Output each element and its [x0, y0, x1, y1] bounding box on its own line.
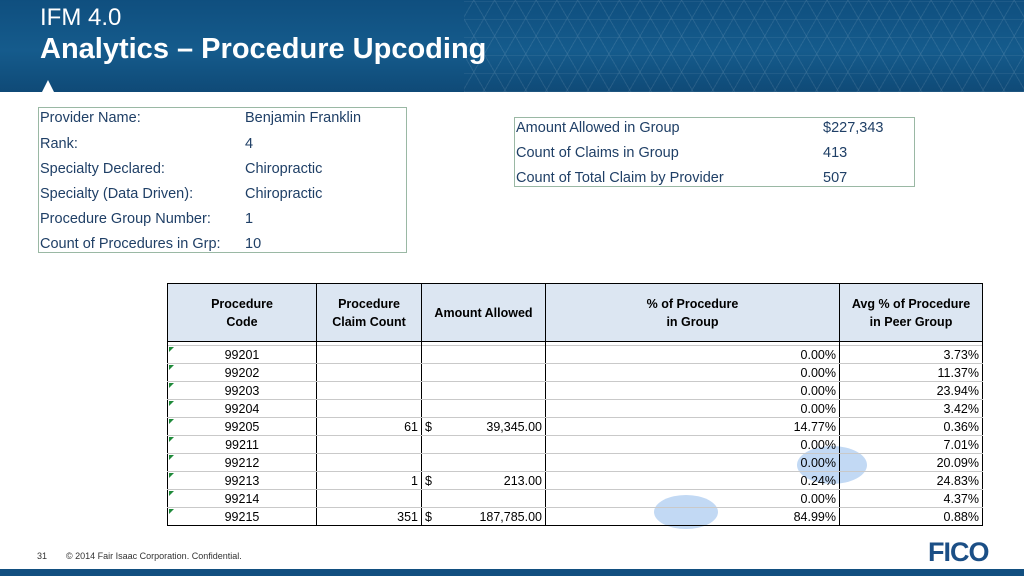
- slide-supertitle: IFM 4.0: [40, 4, 122, 31]
- procedure-code: 99201: [224, 347, 260, 362]
- cell-pct-group: 0.00%: [546, 346, 840, 364]
- copyright-text: © 2014 Fair Isaac Corporation. Confidential.: [66, 551, 242, 561]
- procedure-code: 99213: [224, 473, 260, 488]
- table-row: [168, 400, 983, 418]
- procedure-code: 99215: [224, 509, 260, 524]
- cell-amount-allowed: [422, 508, 546, 526]
- cell-avg-peer: 0.36%: [840, 418, 983, 436]
- cell-pct-group: 0.00%: [546, 400, 840, 418]
- cell-procedure-code: [168, 382, 317, 400]
- info-value: 1: [245, 211, 254, 227]
- info-label: Count of Procedures in Grp:: [40, 236, 221, 252]
- group-summary-box: [514, 117, 915, 187]
- cell-claim-count: 351: [317, 508, 422, 526]
- info-label: Specialty Declared:: [40, 161, 165, 177]
- cell-pct-group: 0.24%: [546, 472, 840, 490]
- cell-pct-group: 84.99%: [546, 508, 840, 526]
- corner-marker-icon: [169, 491, 174, 496]
- info-label: Procedure Group Number:: [40, 211, 211, 227]
- summary-value: 413: [823, 145, 848, 161]
- amount-value: 213.00: [503, 473, 542, 488]
- cell-avg-peer: 24.83%: [840, 472, 983, 490]
- table-row: [168, 418, 983, 436]
- cell-procedure-code: [168, 508, 317, 526]
- table-header-row: [168, 284, 983, 342]
- info-value: Chiropractic: [245, 186, 323, 202]
- currency-symbol: $: [425, 473, 432, 488]
- procedure-code: 99202: [224, 365, 260, 380]
- cell-pct-group: 0.00%: [546, 436, 840, 454]
- amount-value: 187,785.00: [479, 509, 542, 524]
- currency-symbol: $: [425, 509, 432, 524]
- cell-claim-count: [317, 346, 422, 364]
- cell-pct-group: 14.77%: [546, 418, 840, 436]
- procedure-code: 99205: [224, 419, 260, 434]
- cell-pct-group: 0.00%: [546, 454, 840, 472]
- cell-claim-count: [317, 364, 422, 382]
- corner-marker-icon: [169, 455, 174, 460]
- cell-amount-allowed: [422, 472, 546, 490]
- cell-amount-allowed: [422, 346, 546, 364]
- cell-amount-allowed: [422, 364, 546, 382]
- cell-procedure-code: [168, 472, 317, 490]
- corner-marker-icon: [169, 509, 174, 514]
- fico-logo: FICO: [928, 537, 989, 567]
- corner-marker-icon: [169, 401, 174, 406]
- cell-claim-count: [317, 436, 422, 454]
- procedure-table: [167, 283, 983, 526]
- cell-claim-count: [317, 454, 422, 472]
- cell-avg-peer: 3.42%: [840, 400, 983, 418]
- cell-pct-group: 0.00%: [546, 364, 840, 382]
- header-avg-peer: Avg % of Procedure in Peer Group: [840, 284, 983, 342]
- procedure-code: 99212: [224, 455, 260, 470]
- cell-amount-allowed: [422, 400, 546, 418]
- cell-claim-count: [317, 490, 422, 508]
- corner-marker-icon: [169, 365, 174, 370]
- header-amount-allowed: Amount Allowed: [422, 284, 546, 342]
- cell-claim-count: 1: [317, 472, 422, 490]
- procedure-code: 99211: [225, 437, 259, 452]
- info-label: Rank:: [40, 136, 78, 152]
- cell-avg-peer: 20.09%: [840, 454, 983, 472]
- cell-amount-allowed: [422, 454, 546, 472]
- triangle-icon: [42, 80, 54, 92]
- procedure-code: 99203: [224, 383, 260, 398]
- cell-claim-count: [317, 382, 422, 400]
- cell-avg-peer: 7.01%: [840, 436, 983, 454]
- summary-label: Amount Allowed in Group: [516, 120, 680, 136]
- cell-avg-peer: 3.73%: [840, 346, 983, 364]
- cell-avg-peer: 11.37%: [840, 364, 983, 382]
- cell-procedure-code: [168, 400, 317, 418]
- cell-claim-count: 61: [317, 418, 422, 436]
- currency-symbol: $: [425, 419, 432, 434]
- page-number: 31: [37, 551, 48, 561]
- summary-label: Count of Total Claim by Provider: [516, 170, 724, 186]
- table-row: [168, 490, 983, 508]
- table-row: [168, 454, 983, 472]
- cell-amount-allowed: [422, 382, 546, 400]
- cell-procedure-code: [168, 346, 317, 364]
- cell-procedure-code: [168, 454, 317, 472]
- cell-claim-count: [317, 400, 422, 418]
- info-value: Chiropractic: [245, 161, 323, 177]
- corner-marker-icon: [169, 383, 174, 388]
- info-value: Benjamin Franklin: [245, 110, 362, 126]
- slide-title: Analytics – Procedure Upcoding: [40, 33, 487, 65]
- cell-procedure-code: [168, 418, 317, 436]
- info-value: 10: [245, 236, 262, 252]
- corner-marker-icon: [169, 437, 174, 442]
- cell-pct-group: 0.00%: [546, 490, 840, 508]
- cell-procedure-code: [168, 436, 317, 454]
- procedure-code: 99204: [224, 401, 260, 416]
- procedure-code: 99214: [224, 491, 260, 506]
- hexagon-pattern: [464, 0, 1024, 92]
- info-label: Specialty (Data Driven):: [40, 186, 194, 202]
- cell-procedure-code: [168, 490, 317, 508]
- slide-header: [0, 0, 1024, 92]
- summary-label: Count of Claims in Group: [516, 145, 679, 161]
- table-row: [168, 508, 983, 526]
- cell-procedure-code: [168, 364, 317, 382]
- table-row: [168, 382, 983, 400]
- header-claim-count: Procedure Claim Count: [317, 284, 422, 342]
- provider-info-box: [38, 107, 407, 253]
- corner-marker-icon: [169, 347, 174, 352]
- cell-avg-peer: 0.88%: [840, 508, 983, 526]
- table-row: [168, 436, 983, 454]
- cell-amount-allowed: [422, 436, 546, 454]
- cell-amount-allowed: [422, 418, 546, 436]
- info-value: 4: [245, 136, 254, 152]
- amount-value: 39,345.00: [486, 419, 542, 434]
- cell-pct-group: 0.00%: [546, 382, 840, 400]
- cell-amount-allowed: [422, 490, 546, 508]
- bottom-bar: [0, 569, 1024, 576]
- table-row: [168, 364, 983, 382]
- cell-avg-peer: 4.37%: [840, 490, 983, 508]
- header-pct-group: % of Procedure in Group: [546, 284, 840, 342]
- corner-marker-icon: [169, 419, 174, 424]
- header-procedure-code: Procedure Code: [168, 284, 317, 342]
- summary-value: 507: [823, 170, 848, 186]
- info-label: Provider Name:: [40, 110, 141, 126]
- cell-avg-peer: 23.94%: [840, 382, 983, 400]
- table-row: [168, 472, 983, 490]
- table-row: [168, 346, 983, 364]
- summary-value: $227,343: [823, 120, 884, 136]
- corner-marker-icon: [169, 473, 174, 478]
